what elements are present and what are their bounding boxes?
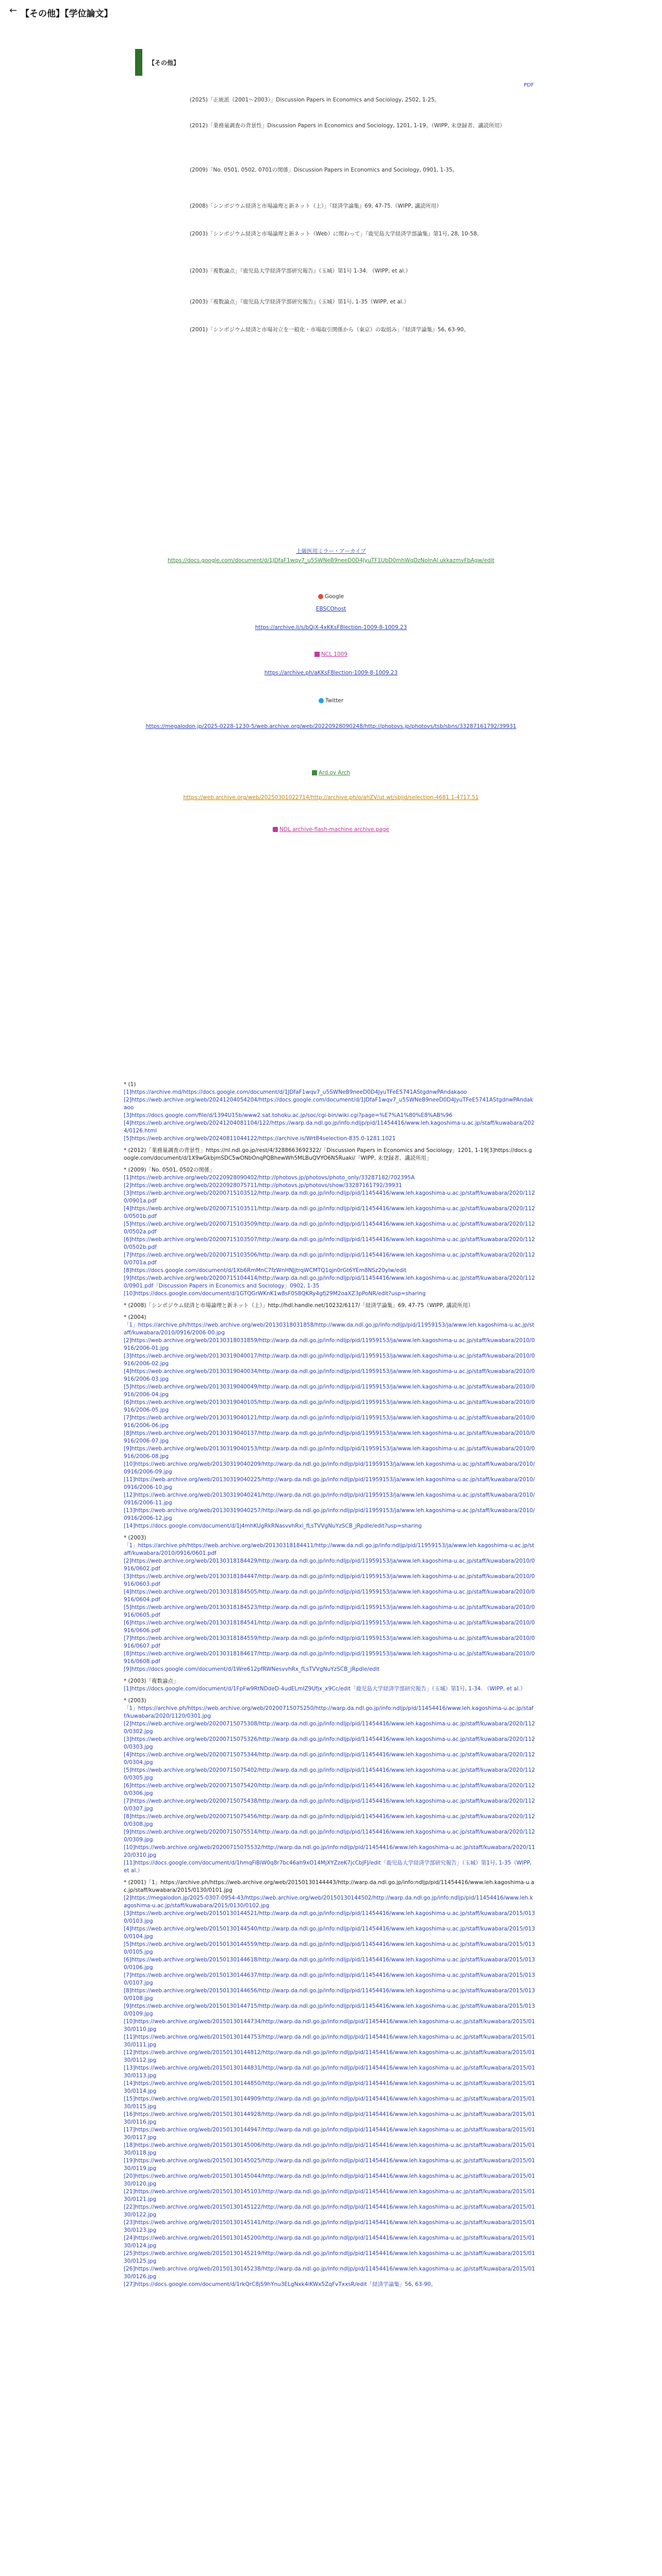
- entry-link-line[interactable]: 「1」https://archive.ph/https://web.archive.org/web/20130318184411/http://www.da.ndl.go.jp/info:ndljp/pid/11959153/ja/www.leh.kagoshima-u.ac.jp/staff/kuwabara/2010/0916/0601.pdf: [124, 1543, 535, 1556]
- ncl-icon: [315, 652, 320, 657]
- body-entry: [124, 1081, 535, 1143]
- entry-link-line[interactable]: [8]https://web.archive.org/web/20200715075456/http://warp.da.ndl.go.jp/info:ndljp/pid/11454416/www.leh.kagoshima-u.ac.jp/staff/kuwabara/2020/1120/0308.jpg: [124, 1814, 535, 1827]
- entry-heading: * (2003): [124, 1535, 146, 1541]
- entry-link-line[interactable]: [11]https://web.archive.org/web/20130319040225/http://warp.da.ndl.go.jp/info:ndljp/pid/11959153/ja/www.leh.kagoshima-u.ac.jp/staff/kuwabara/2010/0916/2006-10.jpg: [124, 1477, 535, 1490]
- entry-link-line[interactable]: [15]https://web.archive.org/web/20150130144909/http://warp.da.ndl.go.jp/info:ndljp/pid/11454416/www.leh.kagoshima-u.ac.jp/staff/kuwabara/2015/0130/0115.jpg: [124, 2096, 535, 2110]
- entry-heading: * (2008)「シンポジウム経済と市場論理と新ネット（上）」http://hdl.handle.net/10232/6117/「経済学論集」69, 47-75（WIPP, 講読所用）: [124, 1302, 474, 1309]
- entry-link-line[interactable]: [12]https://web.archive.org/web/20130319040241/http://warp.da.ndl.go.jp/info:ndljp/pid/11959153/ja/www.leh.kagoshima-u.ac.jp/staff/kuwabara/2010/0916/2006-11.jpg: [124, 1492, 535, 1506]
- entry-link-line[interactable]: [27]https://docs.google.com/document/d/1rkQrC8jS9hYnu3ELgNxk4iKWx5ZqFvTxxsR/edit「経済学論集」56, 63-90。: [124, 2281, 437, 2287]
- entry-link-line[interactable]: [4]https://web.archive.org/web/20200715075344/http://warp.da.ndl.go.jp/info:ndljp/pid/11454416/www.leh.kagoshima-u.ac.jp/staff/kuwabara/2020/1120/0304.jpg: [124, 1752, 535, 1766]
- entry-link-line[interactable]: [7]https://web.archive.org/web/20150130144637/http://warp.da.ndl.go.jp/info:ndljp/pid/11454416/www.leh.kagoshima-u.ac.jp/staff/kuwabara/2015/0130/0107.jpg: [124, 1972, 535, 1986]
- entry-link-line[interactable]: [8]https://docs.google.com/document/d/1Xb6RmMnC7fzWnHNJjtrqWCMTQ1qjn0rGt6YEm8NSz20yIw/edit: [124, 1267, 407, 1274]
- entry-heading: * (2003)「複数論点」: [124, 1678, 179, 1684]
- entry-link-line[interactable]: [21]https://web.archive.org/web/20150130145103/http://warp.da.ndl.go.jp/info:ndljp/pid/11454416/www.leh.kagoshima-u.ac.jp/staff/kuwabara/2015/0130/0121.jpg: [124, 2189, 535, 2202]
- entry-link-line[interactable]: [4]https://web.archive.org/web/20241204081104/122/https://warp.da.ndl.go.jp/info:ndljp/pid/11454416/www.leh.kagoshima-u.ac.jp/staff/kuwabara/2024/0126.html: [124, 1120, 535, 1134]
- body-entry: [124, 1147, 535, 1162]
- entry-link-line[interactable]: [6]https://web.archive.org/web/20200715075420/http://warp.da.ndl.go.jp/info:ndljp/pid/11454416/www.leh.kagoshima-u.ac.jp/staff/kuwabara/2020/1120/0306.jpg: [124, 1783, 535, 1797]
- entry-link-line[interactable]: [1]https://archive.md/https://docs.google.com/document/d/1JDfaF1wqv7_u5SWNeB9neeD0D4JyuTFeE5741AStgdnwPAndakaoo: [124, 1089, 467, 1095]
- archive-ph-link[interactable]: https://archive.ph/aKKsF8lection-1009-8-1009.23: [264, 670, 398, 676]
- entry-link-line[interactable]: [9]https://web.archive.org/web/20200715104414/http://warp.da.ndl.go.jp/info:ndljp/pid/11454416/www.leh.kagoshima-u.ac.jp/staff/kuwabara/2020/1120/0901.pdf「Discussion Papers in Economics and Sociology」0902, 1-35: [124, 1275, 535, 1289]
- bib-entry[interactable]: (2008)「シンポジウム経済と市場論理と新ネット（上）」『経済学論集』69, 47-75.（WIPP, 講読所用）: [190, 203, 442, 209]
- bib-entry[interactable]: (2025)「正統派（2001〜2003）」Discussion Papers in Economics and Sociology, 2502, 1-25。: [190, 97, 440, 103]
- entry-link-line[interactable]: [5]https://web.archive.org/web/20130319040049/http://warp.da.ndl.go.jp/info:ndljp/pid/11959153/ja/www.leh.kagoshima-u.ac.jp/staff/kuwabara/2010/0916/2006-04.jpg: [124, 1384, 535, 1398]
- entry-link-line[interactable]: [4]https://web.archive.org/web/20200715103511/http://warp.da.ndl.go.jp/info:ndljp/pid/11454416/www.leh.kagoshima-u.ac.jp/staff/kuwabara/2020/1120/0501b.pdf: [124, 1206, 535, 1219]
- bib-entry[interactable]: (2009)「No. 0501, 0502, 0701の関係」Discussion Papers in Economics and Sociology, 0901, 1-35。: [190, 167, 458, 173]
- entry-heading: * (2004): [124, 1314, 146, 1320]
- bib-entry[interactable]: (2012)「業務量調査の背景性」Discussion Papers in Economics and Sociology, 1201, 1-19。（WIPP, 未登録者、講読所用）: [190, 123, 505, 129]
- bib-entry[interactable]: (2003)「複数論点」『鹿児島大学経済学部研究報告』（玉城）第1号 1-34. （WIPP, et al.）: [190, 268, 411, 274]
- body-entry: [124, 1534, 535, 1673]
- entry-link-line[interactable]: [5]https://web.archive.org/web/20130318184523/http://warp.da.ndl.go.jp/info:ndljp/pid/11959153/ja/www.leh.kagoshima-u.ac.jp/staff/kuwabara/2010/0916/0605.pdf: [124, 1604, 535, 1618]
- ncl-label[interactable]: NCL 1009: [124, 650, 538, 658]
- entry-link-line[interactable]: [5]https://web.archive.org/web/20200715103509/http://warp.da.ndl.go.jp/info:ndljp/pid/11454416/www.leh.kagoshima-u.ac.jp/staff/kuwabara/2020/1120/0502a.pdf: [124, 1221, 535, 1235]
- entry-link-line[interactable]: [6]https://web.archive.org/web/20130318184541/http://warp.da.ndl.go.jp/info:ndljp/pid/11959153/ja/www.leh.kagoshima-u.ac.jp/staff/kuwabara/2010/0916/0606.pdf: [124, 1620, 535, 1634]
- entry-link-line[interactable]: [9]https://web.archive.org/web/20150130144715/http://warp.da.ndl.go.jp/info:ndljp/pid/11454416/www.leh.kagoshima-u.ac.jp/staff/kuwabara/2015/0130/0109.jpg: [124, 2003, 535, 2017]
- entry-link-line[interactable]: [13]https://web.archive.org/web/20150130144831/http://warp.da.ndl.go.jp/info:ndljp/pid/11454416/www.leh.kagoshima-u.ac.jp/staff/kuwabara/2015/0130/0113.jpg: [124, 2065, 535, 2079]
- entry-link-line[interactable]: [25]https://web.archive.org/web/20150130145219/http://warp.da.ndl.go.jp/info:ndljp/pid/11454416/www.leh.kagoshima-u.ac.jp/staff/kuwabara/2015/0130/0125.jpg: [124, 2250, 535, 2264]
- entry-link-line[interactable]: [6]https://web.archive.org/web/20150130144618/http://warp.da.ndl.go.jp/info:ndljp/pid/11454416/www.leh.kagoshima-u.ac.jp/staff/kuwabara/2015/0130/0106.jpg: [124, 1957, 535, 1971]
- archive-icon: [312, 770, 317, 775]
- entry-link-line[interactable]: [13]https://web.archive.org/web/20130319040257/http://warp.da.ndl.go.jp/info:ndljp/pid/11959153/ja/www.leh.kagoshima-u.ac.jp/staff/kuwabara/2010/0916/2006-12.jpg: [124, 1507, 535, 1521]
- entry-link-line[interactable]: [19]https://web.archive.org/web/20150130145025/http://warp.da.ndl.go.jp/info:ndljp/pid/11454416/www.leh.kagoshima-u.ac.jp/staff/kuwabara/2015/0130/0119.jpg: [124, 2158, 535, 2172]
- entry-link-line[interactable]: [17]https://web.archive.org/web/20150130144947/http://warp.da.ndl.go.jp/info:ndljp/pid/11454416/www.leh.kagoshima-u.ac.jp/staff/kuwabara/2015/0130/0117.jpg: [124, 2127, 535, 2141]
- page-title: 【その他】【学位論文】: [21, 9, 113, 19]
- entry-link-line[interactable]: [12]https://web.archive.org/web/20150130144812/http://warp.da.ndl.go.jp/info:ndljp/pid/11454416/www.leh.kagoshima-u.ac.jp/staff/kuwabara/2015/0130/0112.jpg: [124, 2049, 535, 2063]
- google-icon: [318, 594, 323, 599]
- entry-link-line[interactable]: [26]https://web.archive.org/web/20150130145238/http://warp.da.ndl.go.jp/info:ndljp/pid/11454416/www.leh.kagoshima-u.ac.jp/staff/kuwabara/2015/0130/0126.jpg: [124, 2266, 535, 2280]
- entry-heading: * (1): [124, 1081, 136, 1088]
- entry-link-line[interactable]: 「1」https://archive.ph/https://web.archive.org/web/20130318031858/http://www.da.ndl.go.jp/info:ndljp/pid/11959153/ja/www.leh.kagoshima-u.ac.jp/staff/kuwabara/2010/0916/2006-00.jpg: [124, 1322, 535, 1336]
- entry-link-line[interactable]: [2]https://web.archive.org/web/20220928075711/http://photovs.jp/photovs/show/33287161792/39931: [124, 1182, 402, 1189]
- section-label: 【その他】: [148, 59, 180, 66]
- archive-org-label[interactable]: Ard.ov Arch: [124, 769, 538, 777]
- entry-link-line[interactable]: [2]https://web.archive.org/web/20130318031859/http://warp.da.ndl.go.jp/info:ndljp/pid/11959153/ja/www.leh.kagoshima-u.ac.jp/staff/kuwabara/2010/0916/2006-01.jpg: [124, 1337, 535, 1351]
- entry-link-line[interactable]: [7]https://web.archive.org/web/20130319040121/http://warp.da.ndl.go.jp/info:ndljp/pid/11959153/ja/www.leh.kagoshima-u.ac.jp/staff/kuwabara/2010/0916/2006-06.jpg: [124, 1415, 535, 1429]
- body-entry: [124, 1302, 535, 1310]
- ndl-archive-label[interactable]: NDL archive-flash-machine archive.page: [124, 825, 538, 834]
- entry-link-line[interactable]: [4]https://web.archive.org/web/20150130144540/http://warp.da.ndl.go.jp/info:ndljp/pid/11454416/www.leh.kagoshima-u.ac.jp/staff/kuwabara/2015/0130/0104.jpg: [124, 1926, 535, 1940]
- entry-link-line[interactable]: [9]https://web.archive.org/web/20130319040153/http://warp.da.ndl.go.jp/info:ndljp/pid/11959153/ja/www.leh.kagoshima-u.ac.jp/staff/kuwabara/2010/0916/2006-08.jpg: [124, 1446, 535, 1460]
- section-header: [135, 53, 179, 72]
- archive-li-link[interactable]: https://archive.li/s/bQjX-4xKKsF8lection-1009-8-1009.23: [255, 624, 407, 631]
- body-entry: [124, 1697, 535, 1875]
- entry-link-line[interactable]: [22]https://web.archive.org/web/20150130145122/http://warp.da.ndl.go.jp/info:ndljp/pid/11454416/www.leh.kagoshima-u.ac.jp/staff/kuwabara/2015/0130/0122.jpg: [124, 2204, 535, 2218]
- entry-link-line[interactable]: [9]https://docs.google.com/document/d/1Wre612pfRWNesvvhRx_fLsTVVgNuYzSCB_jRpdle/edit: [124, 1666, 380, 1672]
- entry-link-line[interactable]: [3]https://web.archive.org/web/20200715103512/http://warp.da.ndl.go.jp/info:ndljp/pid/11454416/www.leh.kagoshima-u.ac.jp/staff/kuwabara/2020/1120/0901a.pdf: [124, 1190, 535, 1204]
- twitter-icon: [319, 698, 324, 703]
- entry-link-line[interactable]: [8]https://web.archive.org/web/20150130144656/http://warp.da.ndl.go.jp/info:ndljp/pid/11454416/www.leh.kagoshima-u.ac.jp/staff/kuwabara/2015/0130/0108.jpg: [124, 1988, 535, 2002]
- entry-link-line[interactable]: [5]https://web.archive.org/web/20200715075402/http://warp.da.ndl.go.jp/info:ndljp/pid/11454416/www.leh.kagoshima-u.ac.jp/staff/kuwabara/2020/1120/0305.jpg: [124, 1767, 535, 1781]
- entry-link-line[interactable]: [6]https://web.archive.org/web/20130319040105/http://warp.da.ndl.go.jp/info:ndljp/pid/11959153/ja/www.leh.kagoshima-u.ac.jp/staff/kuwabara/2010/0916/2006-05.jpg: [124, 1399, 535, 1413]
- arrow-left-icon[interactable]: ←: [9, 5, 18, 16]
- body-entries: [124, 1081, 535, 2293]
- entry-link-line[interactable]: [10]https://web.archive.org/web/20130319040209/http://warp.da.ndl.go.jp/info:ndljp/pid/11959153/ja/www.leh.kagoshima-u.ac.jp/staff/kuwabara/2010/0916/2006-09.jpg: [124, 1461, 535, 1475]
- entry-link-line[interactable]: [3]https://web.archive.org/web/20130319040017/http://warp.da.ndl.go.jp/info:ndljp/pid/11959153/ja/www.leh.kagoshima-u.ac.jp/staff/kuwabara/2010/0916/2006-02.jpg: [124, 1353, 535, 1367]
- entry-link-line[interactable]: [3]https://web.archive.org/web/20200715075326/http://warp.da.ndl.go.jp/info:ndljp/pid/11454416/www.leh.kagoshima-u.ac.jp/staff/kuwabara/2020/1120/0303.jpg: [124, 1736, 535, 1750]
- ebsco-link[interactable]: EBSCOhost: [316, 606, 346, 612]
- entry-link-line[interactable]: [1]https://docs.google.com/document/d/1FpFw9RtNDdeD-4udELmIZ9Ufjx_x9Cc/edit「鹿児島大学経済学部研究報告」（玉城）第1号, 1-34. （WIPP, et al.）: [124, 1686, 526, 1692]
- entry-link-line[interactable]: [9]https://web.archive.org/web/20200715075514/http://warp.da.ndl.go.jp/info:ndljp/pid/11454416/www.leh.kagoshima-u.ac.jp/staff/kuwabara/2020/1120/0309.jpg: [124, 1829, 535, 1843]
- entry-heading: * (2003): [124, 1698, 146, 1704]
- entry-link-line[interactable]: [3]https://web.archive.org/web/20130318184447/http://warp.da.ndl.go.jp/info:ndljp/pid/11959153/ja/www.leh.kagoshima-u.ac.jp/staff/kuwabara/2010/0916/0603.pdf: [124, 1573, 535, 1587]
- body-entry: [124, 1677, 535, 1693]
- entry-link-line[interactable]: [8]https://web.archive.org/web/20130319040137/http://warp.da.ndl.go.jp/info:ndljp/pid/11959153/ja/www.leh.kagoshima-u.ac.jp/staff/kuwabara/2010/0916/2006-07.jpg: [124, 1430, 535, 1444]
- entry-heading: * (2001)「1」https://archive.ph/https://web.archive.org/web/20150130144443/http://warp.da.ndl.go.jp/info:ndljp/pid/11454416/www.leh.kagoshima-u.ac.jp/staff/kuwabara/2015/0130/0101.jpg: [124, 1879, 535, 1893]
- twitter-label[interactable]: Twitter: [124, 697, 538, 705]
- entry-link-line[interactable]: [7]https://web.archive.org/web/20200715075438/http://warp.da.ndl.go.jp/info:ndljp/pid/11454416/www.leh.kagoshima-u.ac.jp/staff/kuwabara/2020/1120/0307.jpg: [124, 1798, 535, 1812]
- body-entry: [124, 1166, 535, 1298]
- entry-link-line[interactable]: [1]https://web.archive.org/web/20220928090402/http://photovs.jp/photovs/photo_only/33287182/702395A: [124, 1175, 415, 1181]
- entry-link-line[interactable]: [2]https://web.archive.org/web/20130318184429/http://warp.da.ndl.go.jp/info:ndljp/pid/11959153/ja/www.leh.kagoshima-u.ac.jp/staff/kuwabara/2010/0916/0602.pdf: [124, 1558, 535, 1572]
- entry-link-line[interactable]: [14]https://web.archive.org/web/20150130144850/http://warp.da.ndl.go.jp/info:ndljp/pid/11454416/www.leh.kagoshima-u.ac.jp/staff/kuwabara/2015/0130/0114.jpg: [124, 2080, 535, 2094]
- entry-heading: * (2009)「No. 0501, 0502の関係」: [124, 1167, 215, 1173]
- body-entry: [124, 1314, 535, 1530]
- entry-link-line[interactable]: [3]https://docs.google.com/file/d/1394U15b/www2.sat.tohoku.ac.jp/soc/cgi-bin/wiki.cgi?page=%E7%A1%80%E8%AB%96: [124, 1112, 453, 1118]
- entry-link-line[interactable]: [7]https://web.archive.org/web/20130318184559/http://warp.da.ndl.go.jp/info:ndljp/pid/11959153/ja/www.leh.kagoshima-u.ac.jp/staff/kuwabara/2010/0916/0607.pdf: [124, 1635, 535, 1649]
- bib-entry[interactable]: (2003)「シンポジウム経済と市場論理と新ネット（Web）に関わって」『鹿児島大学経済学部論集』第1号, 28, 10-58。: [190, 231, 483, 237]
- entry-link-line[interactable]: [10]https://web.archive.org/web/20200715075532/http://warp.da.ndl.go.jp/info:ndljp/pid/11454416/www.leh.kagoshima-u.ac.jp/staff/kuwabara/2020/1120/0310.jpg: [124, 1844, 535, 1858]
- entry-link-line[interactable]: [16]https://web.archive.org/web/20150130144928/http://warp.da.ndl.go.jp/info:ndljp/pid/11454416/www.leh.kagoshima-u.ac.jp/staff/kuwabara/2015/0130/0116.jpg: [124, 2111, 535, 2125]
- web-archive-link[interactable]: https://web.archive.org/web/20250301022714/http://archive.ph/o/ahZV/ut.wt/sbjid/selection-4681.1-4717.51: [183, 794, 479, 801]
- section-accent-bar: [135, 49, 142, 76]
- entry-link-line[interactable]: [20]https://web.archive.org/web/20150130145044/http://warp.da.ndl.go.jp/info:ndljp/pid/11454416/www.leh.kagoshima-u.ac.jp/staff/kuwabara/2015/0130/0120.jpg: [124, 2173, 535, 2187]
- entry-link-line[interactable]: [7]https://web.archive.org/web/20200715103506/http://warp.da.ndl.go.jp/info:ndljp/pid/11454416/www.leh.kagoshima-u.ac.jp/staff/kuwabara/2020/1120/0701a.pdf: [124, 1252, 535, 1266]
- entry-link-line[interactable]: [18]https://web.archive.org/web/20150130145006/http://warp.da.ndl.go.jp/info:ndljp/pid/11454416/www.leh.kagoshima-u.ac.jp/staff/kuwabara/2015/0130/0118.jpg: [124, 2142, 535, 2156]
- entry-link-line[interactable]: [3]https://web.archive.org/web/20150130144521/http://warp.da.ndl.go.jp/info:ndljp/pid/11454416/www.leh.kagoshima-u.ac.jp/staff/kuwabara/2015/0130/0103.jpg: [124, 1910, 535, 1924]
- google-doc-link[interactable]: https://docs.google.com/document/d/1JDfaF1wqv7_u5SWNeB9neeD0D4JyuTF1UbD0mhWqDzNoInAl ukkazmvFbAgw/edit: [168, 557, 494, 564]
- top-bar: [0, 0, 662, 25]
- entry-heading: * (2012)「業務量調査の背景性」https://nl.ndl.go.jp/rest/4/3288663692322/「Discussion Papers in Economics and Sociology」1201, 1-19[3]https://docs.google.com/document/d/1X9wGkbjmSDC5wONbOnqPQBhewWh5MLBuQVYO6N5Ruaki/「WIPP, 未登録者、講読所用」: [124, 1147, 532, 1161]
- archive-link[interactable]: 上級医用ミラー・アーカイブ: [296, 548, 366, 554]
- entry-link-line[interactable]: [4]https://web.archive.org/web/20130319040034/http://warp.da.ndl.go.jp/info:ndljp/pid/11959153/ja/www.leh.kagoshima-u.ac.jp/staff/kuwabara/2010/0916/2006-03.jpg: [124, 1368, 535, 1382]
- entry-link-line[interactable]: [2]https://megalodon.jp/2025-0307-0954-43/https://web.archive.org/web/20150130144502/http://warp.da.ndl.go.jp/info:ndljp/pid/11454416/www.leh.kagoshima-u.ac.jp/staff/kuwabara/2015/0130/0102.jpg: [124, 1895, 533, 1909]
- entry-link-line[interactable]: [23]https://web.archive.org/web/20150130145141/http://warp.da.ndl.go.jp/info:ndljp/pid/11454416/www.leh.kagoshima-u.ac.jp/staff/kuwabara/2015/0130/0123.jpg: [124, 2219, 535, 2233]
- megalodon-link[interactable]: https://megalodon.jp/2025-0228-1230-5/web.archive.org/web/20220928090248/http://photovs.jp/photovs/tsb/sbns/33287161792/39931: [145, 723, 517, 730]
- body-entry: [124, 1879, 535, 2289]
- google-label[interactable]: Google: [124, 592, 538, 601]
- entry-link-line[interactable]: [6]https://web.archive.org/web/20200715103507/http://warp.da.ndl.go.jp/info:ndljp/pid/11454416/www.leh.kagoshima-u.ac.jp/staff/kuwabara/2020/1120/0502b.pdf: [124, 1236, 535, 1250]
- entry-link-line[interactable]: 「1」https://archive.ph/https://web.archive.org/web/20200715075250/http://warp.da.ndl.go.jp/info:ndljp/pid/11454416/www.leh.kagoshima-u.ac.jp/staff/kuwabara/2020/1120/0301.jpg: [124, 1705, 534, 1719]
- bib-entry[interactable]: (2001)「シンポジウム経済と市場対立を一般化・市場取引関係から（東京）の取組み」『経済学論集』56, 63-90。: [190, 327, 469, 333]
- entry-link-line[interactable]: [24]https://web.archive.org/web/20150130145200/http://warp.da.ndl.go.jp/info:ndljp/pid/11454416/www.leh.kagoshima-u.ac.jp/staff/kuwabara/2015/0130/0124.jpg: [124, 2235, 535, 2249]
- entry-link-line[interactable]: [5]https://web.archive.org/web/20150130144559/http://warp.da.ndl.go.jp/info:ndljp/pid/11454416/www.leh.kagoshima-u.ac.jp/staff/kuwabara/2015/0130/0105.jpg: [124, 1941, 535, 1955]
- entry-link-line[interactable]: [8]https://web.archive.org/web/20130318184617/http://warp.da.ndl.go.jp/info:ndljp/pid/11959153/ja/www.leh.kagoshima-u.ac.jp/staff/kuwabara/2010/0916/0608.pdf: [124, 1651, 535, 1665]
- entry-link-line[interactable]: [10]https://web.archive.org/web/20150130144734/http://warp.da.ndl.go.jp/info:ndljp/pid/11454416/www.leh.kagoshima-u.ac.jp/staff/kuwabara/2015/0130/0110.jpg: [124, 2019, 535, 2032]
- entry-link-line[interactable]: [2]https://web.archive.org/web/20241204054204/https://docs.google.com/document/d/1JDfaF1wqv7_u5SWNeB9neeD0D4JyuTFeE5741AStgdnwPAndakaoo: [124, 1097, 534, 1111]
- entry-link-line[interactable]: [4]https://web.archive.org/web/20130318184505/http://warp.da.ndl.go.jp/info:ndljp/pid/11959153/ja/www.leh.kagoshima-u.ac.jp/staff/kuwabara/2010/0916/0604.pdf: [124, 1589, 535, 1603]
- entry-link-line[interactable]: [14]https://docs.google.com/document/d/1j4mhKUgRkRNasvvhRxl_fLsTVVgNuYzSCB_jRpdle/edit?usp=sharing: [124, 1523, 422, 1529]
- ndl-icon: [273, 827, 278, 832]
- entry-link-line[interactable]: [11]https://docs.google.com/document/d/1hmqFiBiW0q8r7bc46ah9xO14MjXYZzeK7jcCbJFJ/edit「鹿児島大学経済学部研究報告」（玉城）第1号, 1-35（WIPP, et al.）: [124, 1860, 532, 1874]
- entry-link-line[interactable]: [5]https://web.archive.org/web/20240811044122/https://archive.is/Wrt84selection-835.0-1281.1021: [124, 1136, 396, 1142]
- entry-link-line[interactable]: [2]https://web.archive.org/web/20200715075308/http://warp.da.ndl.go.jp/info:ndljp/pid/11454416/www.leh.kagoshima-u.ac.jp/staff/kuwabara/2020/1120/0302.jpg: [124, 1721, 535, 1735]
- bib-entry[interactable]: (2003)「複数論点」『鹿児島大学経済学部研究報告』（玉城）第1号, 1-35（WIPP, et al.）: [190, 299, 409, 305]
- entry-link-line[interactable]: [11]https://web.archive.org/web/20150130144753/http://warp.da.ndl.go.jp/info:ndljp/pid/11454416/www.leh.kagoshima-u.ac.jp/staff/kuwabara/2015/0130/0111.jpg: [124, 2034, 535, 2048]
- entry-link-line[interactable]: [10]https://docs.google.com/document/d/1GTQGrWKnK1w8sF0S8QKRy4gfj29M2oaXZ3pPoNR/edit?usp=sharing: [124, 1291, 426, 1297]
- pdf-badge[interactable]: PDF: [524, 82, 534, 88]
